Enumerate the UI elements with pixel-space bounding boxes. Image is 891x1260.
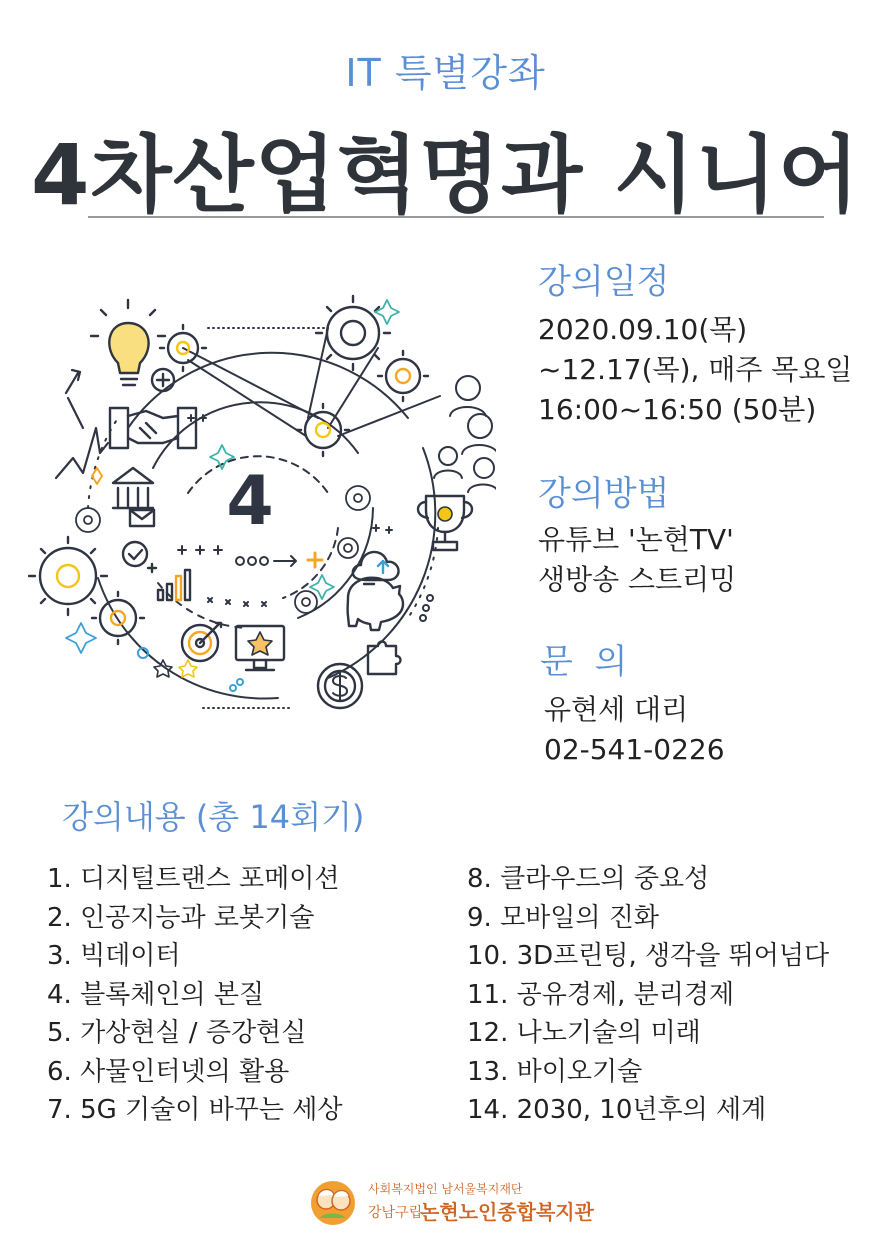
schedule-details: [538, 310, 852, 430]
list-item: 12. 나노기술의 미래: [467, 1018, 701, 1048]
list-item: 7. 5G 기술이 바꾸는 세상: [47, 1095, 343, 1125]
contents-heading: 강의내용 (총 14회기): [62, 798, 365, 836]
lecture-list-left: [47, 860, 342, 1130]
monitor-star-icon: [236, 626, 284, 670]
title-divider: [88, 216, 824, 218]
tech-illustration: [28, 278, 496, 736]
check-icon: [123, 542, 147, 566]
handshake-icon: [110, 408, 196, 448]
elderly-couple-logo-icon: [308, 1178, 362, 1228]
target-icon: [182, 623, 221, 661]
bank-icon: [113, 468, 153, 508]
contact-phone: 02-541-0226: [544, 733, 725, 766]
method-line: 생방송 스트리밍: [538, 563, 737, 596]
list-item: 9. 모바일의 진화: [467, 902, 660, 933]
trophy-icon: [418, 496, 472, 550]
list-item: 2. 인공지능과 로봇기술: [47, 902, 315, 933]
schedule-line: 16:00~16:50 (50분): [538, 393, 817, 426]
dollar-coin-icon: [318, 664, 362, 708]
plus-circle-icon: [152, 369, 174, 391]
puzzle-icon: [368, 642, 401, 675]
footer-district: 강남구립: [368, 1205, 423, 1221]
list-item: 6. 사물인터넷의 활용: [47, 1056, 290, 1087]
list-item: 3. 빅데이터: [47, 941, 181, 971]
list-item: 13. 바이오기술: [467, 1056, 643, 1087]
list-item: 14. 2030, 10년후의 세계: [467, 1095, 767, 1125]
contact-heading: 문 의: [540, 642, 628, 682]
list-item: 1. 디지털트랜스 포메이션: [47, 864, 340, 894]
gear-icon: [316, 296, 390, 370]
schedule-line: 2020.09.10(목): [538, 313, 748, 346]
method-line: 유튜브 '논현TV': [538, 523, 734, 556]
footer-center-name: 논현노인종합복지관: [420, 1200, 594, 1224]
list-item: 4. 블록체인의 본질: [47, 979, 265, 1010]
schedule-line: ~12.17(목), 매주 목요일: [538, 353, 853, 386]
gear-icon: [29, 537, 107, 615]
list-item: 10. 3D프린팅, 생각을 뛰어넘다: [467, 941, 830, 971]
gear-icon: [76, 486, 370, 613]
method-heading: 강의방법: [538, 474, 670, 514]
subtitle: IT 특별강좌: [345, 51, 546, 95]
mail-icon: [130, 510, 154, 526]
center-number: 4: [226, 462, 274, 541]
list-item: 5. 가상현실 / 증강현실: [47, 1018, 307, 1048]
cloud-upload-icon: [353, 552, 399, 580]
footer-logo: [308, 1176, 598, 1232]
list-item: 11. 공유경제, 분리경제: [467, 979, 735, 1010]
piggy-bank-icon: [348, 578, 403, 630]
schedule-heading: 강의일정: [538, 262, 670, 302]
footer-org-name: 사회복지법인 남서울복지재단: [368, 1182, 523, 1196]
trend-arrow-icon: [56, 370, 108, 478]
people-icon: [434, 376, 496, 492]
method-details: [538, 520, 736, 600]
contact-person: 유현세 대리: [544, 693, 689, 726]
contact-details: [544, 690, 725, 770]
lecture-list-right: [467, 860, 829, 1130]
list-item: 8. 클라우드의 중요성: [467, 864, 710, 894]
page-title: 4차산업혁명과 시니어: [31, 126, 860, 224]
